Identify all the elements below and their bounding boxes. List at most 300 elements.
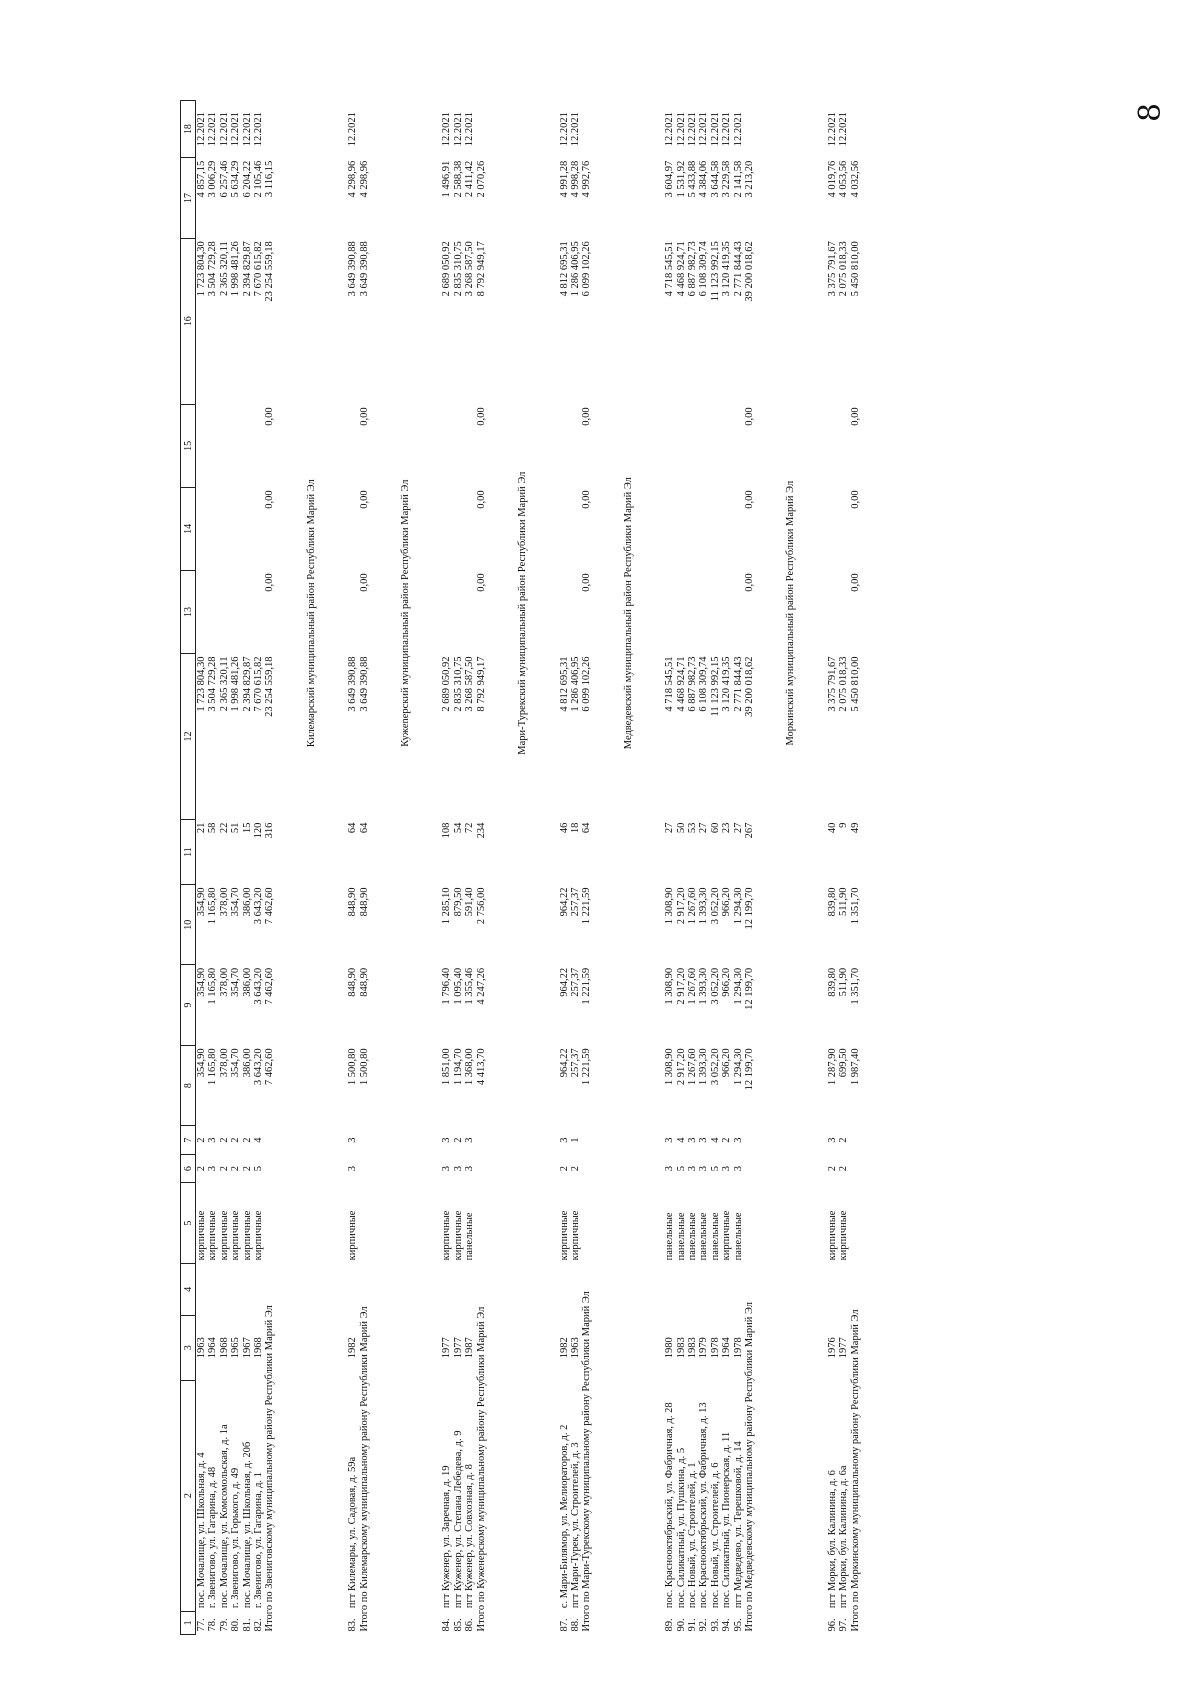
address-cell: с. Мари-Билямор, ул. Мелиораторов, д. 2 [558, 1424, 570, 1609]
area-living-cell: 3 643,20 [253, 887, 265, 925]
cost-per-m2-cell: 4 019,76 [826, 160, 838, 198]
entrances-cell: 3 [732, 1137, 744, 1143]
area-living-cell: 964,22 [558, 887, 570, 917]
col13-cell [733, 570, 744, 653]
area-living-cell: 257,37 [569, 887, 581, 917]
entrances-cell: 2 [196, 1137, 207, 1143]
area-residential-cell: 2 917,20 [675, 967, 687, 1005]
material-cell: кирпичные [207, 1210, 219, 1261]
section-pad [785, 1126, 796, 1635]
col4-cell [253, 1263, 264, 1315]
total-col14: 0,00 [475, 490, 487, 509]
col14-cell [559, 487, 570, 570]
total-col14: 0,00 [264, 490, 276, 509]
area-living-cell: 879,50 [452, 887, 464, 917]
total-area-total: 4 413,70 [475, 1048, 487, 1086]
cost-total-cell: 2 689 050,92 [441, 241, 453, 297]
area-residential-cell: 386,00 [241, 967, 253, 997]
total-cost-total: 6 099 102,26 [581, 241, 593, 297]
cost-total-cell: 4 812 695,31 [558, 241, 570, 297]
date-cell: 12.2021 [218, 112, 230, 147]
column-header-9: 9 [181, 965, 196, 1045]
cost-per-m2-cell: 4 998,28 [569, 160, 581, 198]
floors-cell: 5 [709, 1166, 721, 1172]
column-header-3: 3 [181, 1315, 196, 1380]
year-cell: 1983 [675, 1337, 687, 1359]
floors-cell: 3 [347, 1166, 359, 1172]
col15-cell [838, 404, 849, 487]
total-col13: 0,00 [475, 573, 487, 592]
date-cell: 12.2021 [675, 112, 687, 147]
year-cell: 1963 [196, 1337, 207, 1359]
floors-cell: 2 [558, 1166, 570, 1172]
col14-cell [676, 487, 687, 570]
col15-cell [347, 404, 358, 487]
row-number: 86. [464, 1618, 476, 1632]
total-date [581, 101, 592, 158]
area-residential-cell: 354,90 [196, 967, 207, 997]
area-living-cell: 378,00 [218, 887, 230, 917]
col14-cell [242, 487, 253, 570]
section-row [400, 101, 411, 1635]
cost-total-cell: 2 835 310,75 [452, 241, 464, 297]
floors-cell: 3 [207, 1166, 219, 1172]
row-number: 80. [230, 1618, 242, 1632]
material-cell: панельные [464, 1212, 476, 1261]
residents-cell: 27 [732, 822, 744, 834]
total-residents: 267 [743, 822, 755, 839]
table-row [453, 101, 464, 1635]
residents-cell: 58 [207, 822, 219, 834]
area-total-cell: 1 500,80 [347, 1048, 359, 1086]
date-cell: 12.2021 [441, 112, 453, 147]
area-residential-cell: 1 355,46 [464, 967, 476, 1005]
total-date [476, 101, 487, 158]
floors-cell: 3 [441, 1166, 453, 1172]
total-row [581, 101, 592, 1635]
col15-cell [207, 404, 218, 487]
section-title: Моркинский муниципальный район Республики Марий Эл [785, 480, 797, 746]
col15-cell [253, 404, 264, 487]
cost-cell: 7 670 615,82 [253, 656, 265, 712]
spacer-cell [370, 101, 400, 1635]
residents-cell: 40 [826, 822, 838, 834]
section-title: Килемарский муниципальный район Республики Марий Эл [305, 479, 317, 748]
cost-total-cell: 3 504 729,28 [207, 241, 219, 297]
residents-cell: 51 [230, 822, 242, 834]
total-area-total: 1 987,40 [849, 1048, 861, 1086]
area-living-cell: 839,80 [826, 887, 838, 917]
entrances-cell: 3 [347, 1137, 359, 1143]
cost-total-cell: 3 268 587,50 [464, 241, 476, 297]
area-living-cell: 2 917,20 [675, 887, 687, 925]
total-label: Итого по Медведевскому муниципальному району Республики Марий Эл [743, 1301, 755, 1632]
section-row [517, 101, 528, 1635]
cost-per-m2-cell: 3 644,58 [709, 160, 721, 198]
total-area-living: 848,90 [358, 887, 370, 917]
date-cell: 12.2021 [253, 112, 265, 147]
spacer-row [411, 101, 441, 1635]
total-row [850, 101, 861, 1635]
total-col15: 0,00 [581, 407, 593, 426]
col14-cell [441, 487, 452, 570]
spacer-cell [317, 101, 347, 1635]
total-cost: 39 200 018,62 [743, 656, 755, 717]
row-number: 96. [826, 1618, 838, 1632]
section-row [785, 101, 796, 1635]
address-cell: пгт Куженер, ул. Совхозная, д. 8 [464, 1464, 476, 1609]
total-cost-per-m2: 3 213,20 [743, 160, 755, 198]
spacer-row [797, 101, 827, 1635]
spacer-cell [276, 101, 306, 1635]
row-number: 91. [686, 1618, 698, 1632]
year-cell: 1977 [838, 1337, 850, 1359]
total-cost: 6 099 102,26 [581, 656, 593, 712]
floors-cell: 3 [698, 1166, 710, 1172]
column-header-2: 2 [181, 1380, 196, 1611]
spacer-row [487, 101, 517, 1635]
total-cost: 8 792 949,17 [475, 656, 487, 712]
total-residents: 64 [581, 822, 593, 834]
col15-cell [687, 404, 698, 487]
residents-cell: 46 [558, 822, 570, 834]
spacer-cell [797, 101, 827, 1635]
area-total-cell: 354,90 [196, 1048, 207, 1078]
total-cost-per-m2: 3 116,15 [264, 160, 276, 198]
table-row [559, 101, 570, 1635]
total-col14: 0,00 [849, 490, 861, 509]
area-living-cell: 1 165,80 [207, 887, 219, 925]
col13-cell [687, 570, 698, 653]
row-number: 85. [452, 1618, 464, 1632]
table-row [687, 101, 698, 1635]
address-cell: пгт Килемары, ул. Садовая, д. 59а [347, 1456, 359, 1609]
cost-per-m2-cell: 2 588,38 [452, 160, 464, 198]
entrances-cell: 2 [452, 1137, 464, 1143]
area-total-cell: 1 294,30 [732, 1048, 744, 1086]
col4-cell [207, 1263, 218, 1315]
total-col14: 0,00 [358, 490, 370, 509]
total-col13: 0,00 [358, 573, 370, 592]
cost-cell: 2 771 844,43 [732, 656, 744, 712]
cost-cell: 4 718 545,51 [664, 656, 676, 712]
spacer-cell [634, 101, 664, 1635]
table-row [664, 101, 675, 1635]
spacer-row [317, 101, 347, 1635]
floors-cell: 3 [732, 1166, 744, 1172]
col13-cell [570, 570, 581, 653]
table-row [710, 101, 721, 1635]
area-living-cell: 386,00 [241, 887, 253, 917]
cost-cell: 4 812 695,31 [558, 656, 570, 712]
cost-total-cell: 7 670 615,82 [253, 241, 265, 297]
col13-cell [347, 570, 358, 653]
col13-cell [698, 570, 709, 653]
area-residential-cell: 1 308,90 [664, 967, 676, 1005]
material-cell: кирпичные [558, 1210, 570, 1261]
area-residential-cell: 3 643,20 [253, 967, 265, 1005]
area-total-cell: 386,00 [241, 1048, 253, 1078]
cost-per-m2-cell: 2 141,58 [732, 160, 744, 198]
address-cell: пос. Новый, ул. Строителей, д. 6 [709, 1462, 721, 1609]
total-area-living: 7 462,60 [264, 887, 276, 925]
table-row [464, 101, 475, 1635]
total-area-living: 1 351,70 [849, 887, 861, 925]
cost-total-cell: 6 887 982,73 [686, 241, 698, 297]
material-cell: кирпичные [826, 1210, 838, 1261]
col15-cell [733, 404, 744, 487]
area-residential-cell: 1 393,30 [698, 967, 710, 1005]
material-cell: кирпичные [452, 1210, 464, 1261]
col4-cell [687, 1263, 698, 1315]
housing-table [180, 100, 861, 1635]
col14-cell [570, 487, 581, 570]
col13-cell [838, 570, 849, 653]
date-cell: 12.2021 [709, 112, 721, 147]
total-row [476, 101, 487, 1635]
residents-cell: 54 [452, 822, 464, 834]
address-cell: пгт Мари-Турек, ул. Строителей, д. 3 [569, 1442, 581, 1609]
total-cost-per-m2: 4 298,96 [358, 160, 370, 198]
col13-cell [453, 570, 464, 653]
area-total-cell: 1 851,00 [441, 1048, 453, 1086]
material-cell: кирпичные [241, 1210, 253, 1261]
cost-cell: 6 108 309,74 [698, 656, 710, 712]
address-cell: пгт Морки, бул. Калинина, д. 6а [838, 1465, 850, 1609]
col4-cell [242, 1263, 253, 1315]
col14-cell [347, 487, 358, 570]
area-total-cell: 3 052,20 [709, 1048, 721, 1086]
col4-cell [230, 1263, 241, 1315]
table-row [676, 101, 687, 1635]
column-header-7: 7 [181, 1126, 196, 1155]
cost-total-cell: 2 394 829,87 [241, 241, 253, 297]
cost-per-m2-cell: 4 053,56 [838, 160, 850, 198]
column-header-15: 15 [181, 404, 196, 487]
address-cell: г. Звенигово, ул. Гагарина, д. 1 [253, 1472, 265, 1609]
row-number: 89. [664, 1618, 676, 1632]
total-residents: 316 [264, 822, 276, 839]
floors-cell: 2 [838, 1166, 850, 1172]
total-area-total: 7 462,60 [264, 1048, 276, 1086]
residents-cell: 53 [686, 822, 698, 834]
entrances-cell: 1 [569, 1137, 581, 1143]
cost-cell: 2 365 320,11 [218, 656, 230, 712]
row-number: 90. [675, 1618, 687, 1632]
entrances-cell: 4 [709, 1137, 721, 1143]
residents-cell: 22 [218, 822, 230, 834]
section-pad [517, 1126, 528, 1635]
section-pad [306, 1126, 317, 1635]
row-number: 82. [253, 1618, 265, 1632]
area-residential-cell: 1 267,60 [686, 967, 698, 1005]
entrances-cell: 3 [464, 1137, 476, 1143]
spacer-row [634, 101, 664, 1635]
cost-cell: 3 504 729,28 [207, 656, 219, 712]
entrances-cell: 2 [838, 1137, 850, 1143]
col15-cell [664, 404, 675, 487]
address-cell: пос. Силикатный, ул. Пионерская, д. 11 [721, 1431, 733, 1609]
date-cell: 12.2021 [347, 112, 359, 147]
area-residential-cell: 1 165,80 [207, 967, 219, 1005]
floors-cell: 5 [675, 1166, 687, 1172]
entrances-cell: 3 [441, 1137, 453, 1143]
area-total-cell: 378,00 [218, 1048, 230, 1078]
address-cell: пос. Краснооктябрьский, ул. Фабричная, д. 13 [698, 1402, 710, 1609]
cost-total-cell: 2 771 844,43 [732, 241, 744, 297]
year-cell: 1978 [732, 1337, 744, 1359]
col14-cell [733, 487, 744, 570]
row-number: 79. [218, 1618, 230, 1632]
floors-cell: 5 [253, 1166, 265, 1172]
cost-cell: 6 887 982,73 [686, 656, 698, 712]
col13-cell [230, 570, 241, 653]
date-cell: 12.2021 [686, 112, 698, 147]
col13-cell [664, 570, 675, 653]
total-area-residential: 1 221,59 [581, 967, 593, 1005]
cost-per-m2-cell: 1 531,92 [675, 160, 687, 198]
col14-cell [453, 487, 464, 570]
spacer-row [593, 101, 623, 1635]
cost-per-m2-cell: 2 411,42 [464, 160, 476, 198]
col14-cell [207, 487, 218, 570]
cost-cell: 1 723 804,30 [196, 656, 207, 712]
total-area-total: 1 221,59 [581, 1048, 593, 1086]
area-total-cell: 1 194,70 [452, 1048, 464, 1086]
total-date [359, 101, 370, 158]
material-cell: кирпичные [218, 1210, 230, 1261]
total-cost: 23 254 559,18 [264, 656, 276, 717]
spacer-cell [411, 101, 441, 1635]
total-area-living: 2 756,00 [475, 887, 487, 925]
col4-cell [464, 1263, 475, 1315]
residents-cell: 9 [838, 822, 850, 828]
address-cell: пгт Куженер, ул. Степана Лебедева, д. 9 [452, 1430, 464, 1609]
floors-cell: 3 [686, 1166, 698, 1172]
date-cell: 12.2021 [569, 112, 581, 147]
area-living-cell: 511,90 [838, 887, 850, 916]
area-total-cell: 354,70 [230, 1048, 242, 1078]
year-cell: 1963 [569, 1337, 581, 1359]
total-cost-total: 39 200 018,62 [743, 241, 755, 302]
date-cell: 12.2021 [826, 112, 838, 147]
entrances-cell: 3 [207, 1137, 219, 1143]
col14-cell [721, 487, 732, 570]
total-date [850, 101, 861, 158]
material-cell: кирпичные [441, 1210, 453, 1261]
cost-total-cell: 1 998 481,26 [230, 241, 242, 297]
col4-cell [698, 1263, 709, 1315]
col4-cell [196, 1263, 208, 1315]
cost-per-m2-cell: 2 105,46 [253, 160, 265, 198]
col13-cell [559, 570, 570, 653]
col13-cell [710, 570, 721, 653]
row-number: 95. [732, 1618, 744, 1632]
entrances-cell: 3 [698, 1137, 710, 1143]
column-header-13: 13 [181, 570, 196, 653]
cost-total-cell: 11 123 992,15 [709, 241, 721, 302]
total-col13: 0,00 [743, 573, 755, 592]
section-title: Кужenерский муниципальный район Республики Марий Эл [400, 479, 412, 747]
material-cell: панельные [664, 1212, 676, 1261]
date-cell: 12.2021 [452, 112, 464, 147]
total-date [264, 101, 275, 158]
cost-cell: 3 649 390,88 [347, 656, 359, 712]
date-cell: 12.2021 [838, 112, 850, 147]
table-row [733, 101, 744, 1635]
cost-cell: 2 689 050,92 [441, 656, 453, 712]
col4-cell [676, 1263, 687, 1315]
area-living-cell: 966,20 [721, 887, 733, 917]
date-cell: 12.2021 [196, 112, 207, 147]
col4-cell [347, 1263, 358, 1315]
date-cell: 12.2021 [698, 112, 710, 147]
table-row [207, 101, 218, 1635]
rotated-page [180, 100, 1030, 1635]
entrances-cell: 2 [230, 1137, 242, 1143]
cost-per-m2-cell: 3 229,58 [721, 160, 733, 198]
area-living-cell: 1 294,30 [732, 887, 744, 925]
col15-cell [441, 404, 452, 487]
date-cell: 12.2021 [732, 112, 744, 147]
spacer-cell [487, 101, 517, 1635]
table-row [721, 101, 732, 1635]
year-cell: 1968 [253, 1337, 265, 1359]
col15-cell [196, 404, 208, 487]
area-total-cell: 1 287,90 [826, 1048, 838, 1086]
date-cell: 12.2021 [558, 112, 570, 147]
total-residents: 49 [849, 822, 861, 834]
table-row [827, 101, 838, 1635]
col14-cell [219, 487, 230, 570]
material-cell: панельные [698, 1212, 710, 1261]
total-col14: 0,00 [743, 490, 755, 509]
section-pad [623, 1126, 634, 1635]
area-living-cell: 1 308,90 [664, 887, 676, 925]
total-cost-per-m2: 4 992,76 [581, 160, 593, 198]
area-living-cell: 1 393,30 [698, 887, 710, 925]
total-residents: 234 [475, 822, 487, 839]
cost-total-cell: 2 365 320,11 [218, 241, 230, 296]
column-header-12: 12 [181, 653, 196, 819]
row-number: 77. [196, 1618, 207, 1632]
area-residential-cell: 257,37 [569, 967, 581, 997]
total-area-residential: 4 247,26 [475, 967, 487, 1005]
total-label: Итого по Килемарскому муниципальному району Республики Марий Эл [358, 1306, 370, 1632]
area-residential-cell: 1 796,40 [441, 967, 453, 1005]
spacer-cell [755, 101, 785, 1635]
section-title: Мари-Турекский муниципальный район Республики Марий Эл [517, 471, 529, 755]
residents-cell: 108 [441, 822, 453, 839]
residents-cell: 27 [698, 822, 710, 834]
spacer-cell [529, 101, 559, 1635]
address-cell: г. Звенигово, ул. Гагарина, д. 48 [207, 1466, 219, 1609]
row-number: 93. [709, 1618, 721, 1632]
residents-cell: 27 [664, 822, 676, 834]
col15-cell [219, 404, 230, 487]
area-living-cell: 848,90 [347, 887, 359, 917]
cost-per-m2-cell: 3 604,97 [664, 160, 676, 198]
address-cell: г. Звенигово, ул. Горького, д. 49 [230, 1467, 242, 1609]
col13-cell [721, 570, 732, 653]
row-number: 97. [838, 1618, 850, 1632]
col4-cell [710, 1263, 721, 1315]
col14-cell [664, 487, 675, 570]
section-pad [400, 1126, 411, 1635]
cost-cell: 4 468 924,71 [675, 656, 687, 712]
total-area-living: 1 221,59 [581, 887, 593, 925]
total-col14: 0,00 [581, 490, 593, 509]
